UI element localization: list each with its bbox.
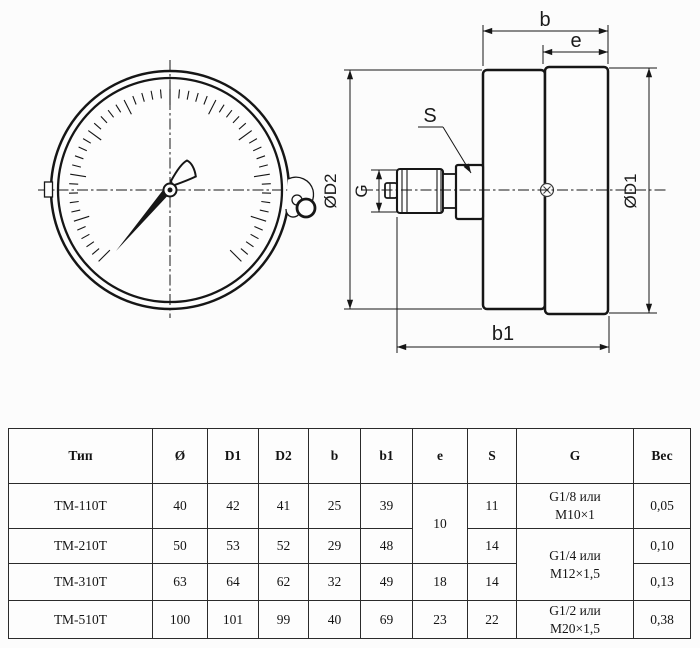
cell-weight: 0,10 <box>634 529 691 564</box>
cell-type: ТМ-110Т <box>9 484 153 529</box>
col-header-g: G <box>517 429 634 484</box>
header-row <box>9 429 691 484</box>
table-row-tm110t <box>9 484 691 529</box>
needle-hub-dot <box>168 188 173 193</box>
cell-weight: 0,38 <box>634 601 691 639</box>
dim-label-d1: ØD1 <box>621 173 640 209</box>
stem-hex-nut <box>456 165 483 219</box>
cell-d1: 101 <box>208 601 259 639</box>
g-line1: G1/2 или <box>549 602 601 618</box>
col-header-weight: Вес <box>634 429 691 484</box>
col-header-d1: D1 <box>208 429 259 484</box>
dim-label-s: S <box>423 105 437 127</box>
cell-s: 14 <box>468 529 517 564</box>
cell-type: ТМ-510Т <box>9 601 153 639</box>
stem-thread <box>397 169 443 213</box>
cell-b1: 69 <box>361 601 413 639</box>
dim-label-g: G <box>352 184 371 198</box>
cell-e-merged: 10 <box>413 484 468 564</box>
cell-d1: 53 <box>208 529 259 564</box>
cell-b1: 48 <box>361 529 413 564</box>
cell-diameter: 63 <box>153 564 208 601</box>
cell-d2: 41 <box>259 484 309 529</box>
col-header-b1: b1 <box>361 429 413 484</box>
dim-label-b1: b1 <box>491 323 515 345</box>
cell-b: 25 <box>309 484 361 529</box>
dim-label-e: e <box>570 30 582 52</box>
col-header-s: S <box>468 429 517 484</box>
g-line2: М20×1,5 <box>550 620 600 636</box>
cell-b1: 49 <box>361 564 413 601</box>
gauge-front-view <box>38 60 315 318</box>
dim-label-b: b <box>539 9 551 31</box>
col-header-diameter: Ø <box>153 429 208 484</box>
cell-b: 29 <box>309 529 361 564</box>
col-header-b: b <box>309 429 361 484</box>
cell-s: 22 <box>468 601 517 639</box>
cell-weight: 0,05 <box>634 484 691 529</box>
g-line1: G1/4 или <box>549 547 601 563</box>
seal-ring <box>297 199 315 217</box>
g-line1: G1/8 или <box>549 489 601 505</box>
dim-label-d2: ØD2 <box>321 173 340 209</box>
cell-d2: 52 <box>259 529 309 564</box>
col-header-type: Тип <box>9 429 153 484</box>
g-line2: М10×1 <box>555 507 595 522</box>
cell-g <box>517 601 634 639</box>
stem-shaft <box>443 174 456 208</box>
rim-tab <box>45 182 53 197</box>
spec-table <box>8 428 691 639</box>
col-header-e: e <box>413 429 468 484</box>
dial-tick <box>69 184 78 185</box>
cell-diameter: 50 <box>153 529 208 564</box>
table-row-tm510t <box>9 601 691 639</box>
cell-d1: 42 <box>208 484 259 529</box>
cell-b1: 39 <box>361 484 413 529</box>
cell-d2: 99 <box>259 601 309 639</box>
col-header-d2: D2 <box>259 429 309 484</box>
cell-type: ТМ-210Т <box>9 529 153 564</box>
cell-b: 40 <box>309 601 361 639</box>
seal-clasp <box>286 177 315 217</box>
cell-g <box>517 484 634 529</box>
cell-e: 23 <box>413 601 468 639</box>
cell-weight: 0,13 <box>634 564 691 601</box>
cell-d1: 64 <box>208 564 259 601</box>
cell-g-merged <box>517 529 634 601</box>
cell-s: 14 <box>468 564 517 601</box>
cell-diameter: 40 <box>153 484 208 529</box>
dial-tick <box>262 184 271 185</box>
cell-e: 18 <box>413 564 468 601</box>
connection-stem <box>385 165 483 219</box>
cell-b: 32 <box>309 564 361 601</box>
cell-d2: 62 <box>259 564 309 601</box>
cell-diameter: 100 <box>153 601 208 639</box>
cell-type: ТМ-310Т <box>9 564 153 601</box>
table-row-tm210t <box>9 529 691 564</box>
cell-s: 11 <box>468 484 517 529</box>
g-line2: М12×1,5 <box>550 565 600 581</box>
